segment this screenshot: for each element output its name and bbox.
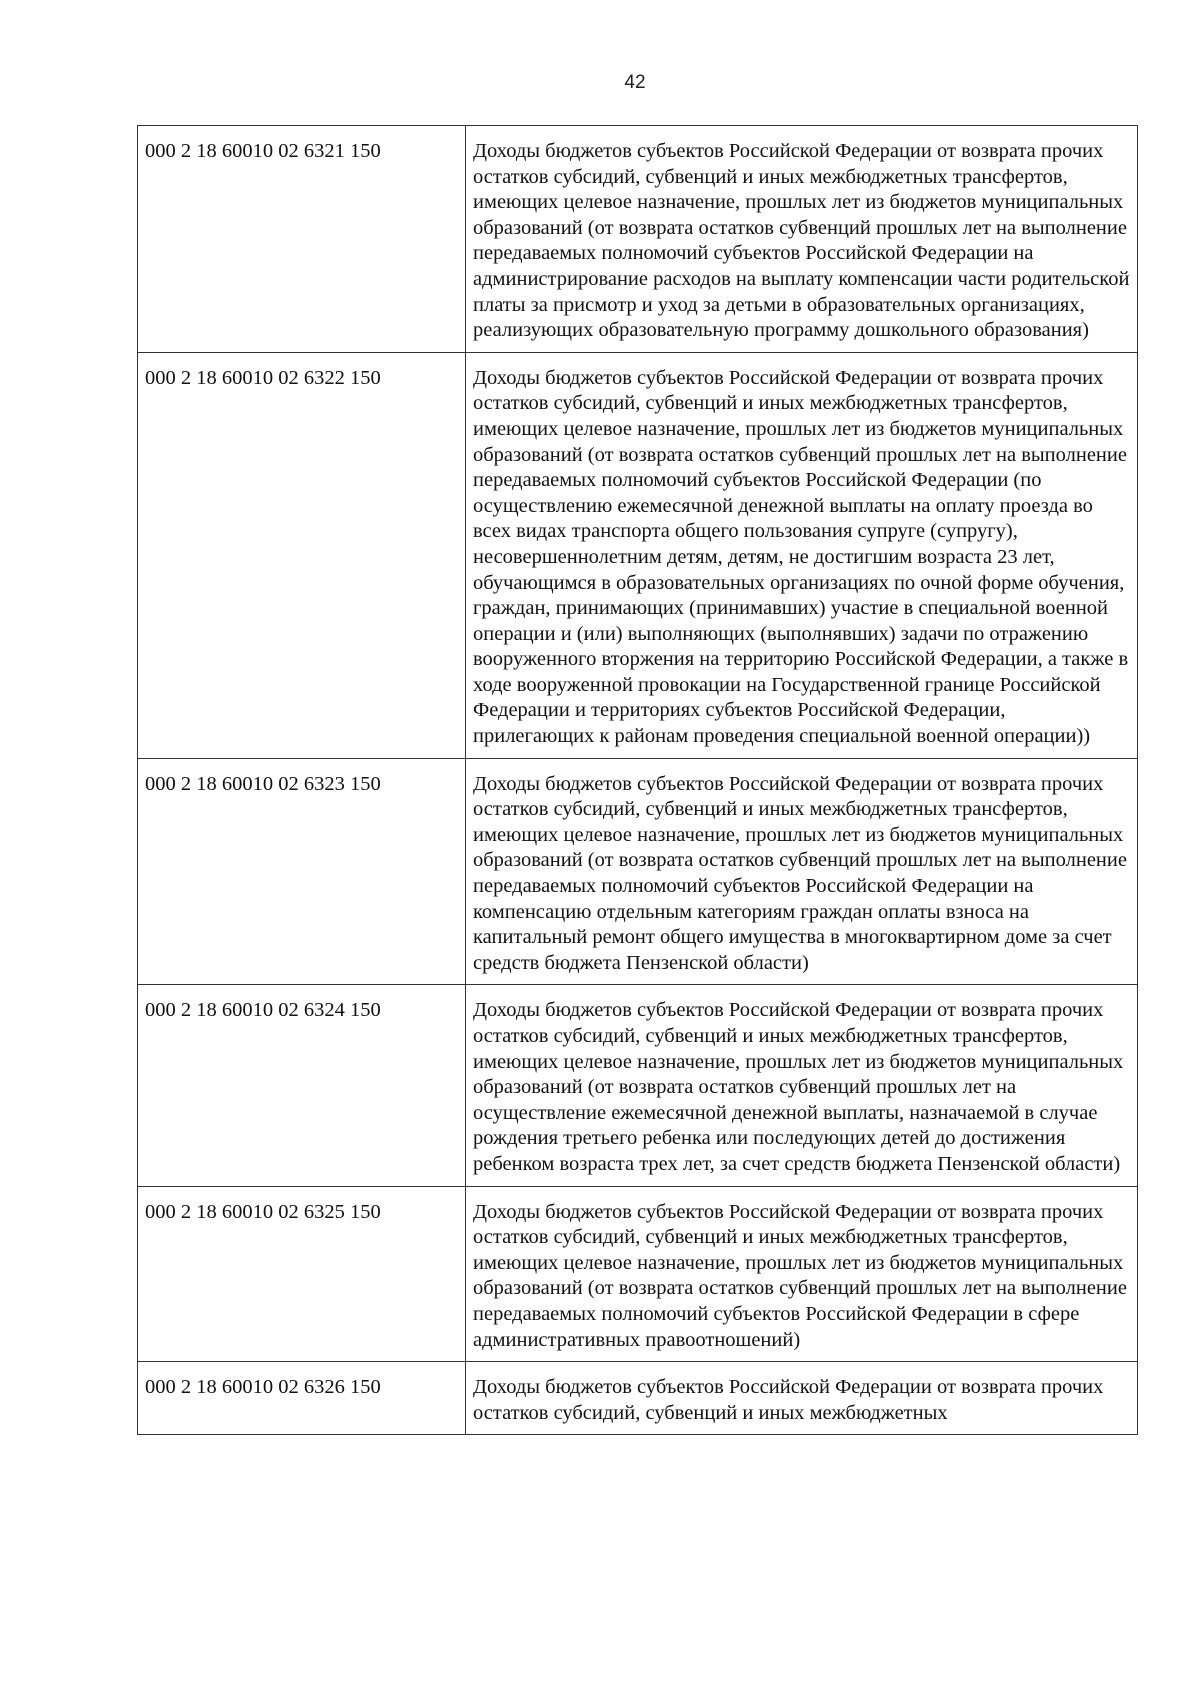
budget-code-cell: 000 2 18 60010 02 6323 150 — [138, 758, 466, 985]
description-cell: Доходы бюджетов субъектов Российской Федерации от возврата прочих остатков субсидий, субвенций и иных межбюджетных трансфертов, имеющих целевое назначение, прошлых лет из бюджетов муниципальных образований (от возврата остатков субвенций прошлых лет на выполнение передаваемых полномочий субъектов Российской Федерации (по осуществлению ежемесячной денежной выплаты на оплату проезда во всех видах транспорта общего пользования супруге (супругу), несовершеннолетним детям, детям, не достигшим возраста 23 лет, обучающимся в образовательных организациях по очной форме обучения, граждан, принимающих (принимавших) участие в специальной военной операции и (или) выполняющих (выполнявших) задачи по отражению вооруженного вторжения на территорию Российской Федерации, а также в ходе вооруженной провокации на Государственной границе Российской Федерации и территориях субъектов Российской Федерации, прилегающих к районам проведения специальной военной операции)) — [466, 352, 1138, 758]
description-cell: Доходы бюджетов субъектов Российской Федерации от возврата прочих остатков субсидий, субвенций и иных межбюджетных трансфертов, имеющих целевое назначение, прошлых лет из бюджетов муниципальных образований (от возврата остатков субвенций прошлых лет на выполнение передаваемых полномочий субъектов Российской Федерации в сфере административных правоотношений) — [466, 1186, 1138, 1362]
budget-code-cell: 000 2 18 60010 02 6326 150 — [138, 1362, 466, 1435]
table-row — [138, 758, 1138, 985]
description-cell: Доходы бюджетов субъектов Российской Федерации от возврата прочих остатков субсидий, субвенций и иных межбюджетных трансфертов, имеющих целевое назначение, прошлых лет из бюджетов муниципальных образований (от возврата остатков субвенций прошлых лет на осуществление ежемесячной денежной выплаты, назначаемой в случае рождения третьего ребенка или последующих детей до достижения ребенком возраста трех лет, за счет средств бюджета Пензенской области) — [466, 985, 1138, 1186]
budget-code-cell: 000 2 18 60010 02 6324 150 — [138, 985, 466, 1186]
table-row — [138, 1362, 1138, 1435]
description-cell: Доходы бюджетов субъектов Российской Федерации от возврата прочих остатков субсидий, субвенций и иных межбюджетных — [466, 1362, 1138, 1435]
table-row — [138, 126, 1138, 353]
budget-code-cell: 000 2 18 60010 02 6322 150 — [138, 352, 466, 758]
table-row — [138, 352, 1138, 758]
page-number: 42 — [624, 72, 646, 93]
description-cell: Доходы бюджетов субъектов Российской Федерации от возврата прочих остатков субсидий, субвенций и иных межбюджетных трансфертов, имеющих целевое назначение, прошлых лет из бюджетов муниципальных образований (от возврата остатков субвенций прошлых лет на выполнение передаваемых полномочий субъектов Российской Федерации на администрирование расходов на выплату компенсации части родительской платы за присмотр и уход за детьми в образовательных организациях, реализующих образовательную программу дошкольного образования) — [466, 126, 1138, 353]
budget-code-cell: 000 2 18 60010 02 6325 150 — [138, 1186, 466, 1362]
table-row — [138, 985, 1138, 1186]
description-cell: Доходы бюджетов субъектов Российской Федерации от возврата прочих остатков субсидий, субвенций и иных межбюджетных трансфертов, имеющих целевое назначение, прошлых лет из бюджетов муниципальных образований (от возврата остатков субвенций прошлых лет на выполнение передаваемых полномочий субъектов Российской Федерации на компенсацию отдельным категориям граждан оплаты взноса на капитальный ремонт общего имущества в многоквартирном доме за счет средств бюджета Пензенской области) — [466, 758, 1138, 985]
table-row — [138, 1186, 1138, 1362]
budget-code-table — [137, 125, 1138, 1435]
budget-code-cell: 000 2 18 60010 02 6321 150 — [138, 126, 466, 353]
